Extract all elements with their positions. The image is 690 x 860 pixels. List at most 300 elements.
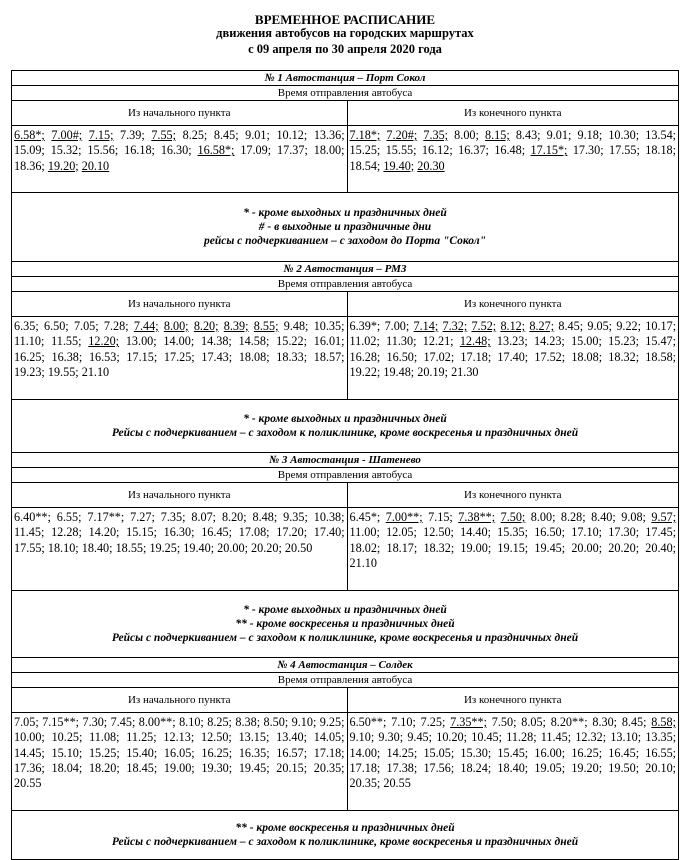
departure-time: 8.00; <box>163 319 189 333</box>
departure-time: 20.55 <box>383 776 411 791</box>
departure-time: 18.24; <box>460 760 492 775</box>
departure-time: 15.47; <box>645 334 677 349</box>
departure-time: 11.45; <box>540 730 572 745</box>
departure-time: 8.20; <box>193 319 219 333</box>
departure-time: 20.15; <box>276 760 308 775</box>
departure-time: 8.38; <box>235 715 261 729</box>
departure-time: 10.20; <box>436 730 468 745</box>
departure-time: 8.00**; <box>138 715 176 729</box>
departure-time: 19.00; <box>163 760 195 775</box>
departure-time: 17.36; <box>14 760 45 775</box>
document-subtitle: движения автобусов на городских маршрутах <box>216 26 474 40</box>
departure-time: 10.35; <box>313 319 345 333</box>
departure-time: 16.25; <box>14 349 45 364</box>
departure-time: 16.37; <box>458 143 489 158</box>
departure-time: 18.17; <box>386 540 418 555</box>
departure-time: 17.15; <box>126 349 158 364</box>
departure-time: 20.55 <box>14 776 42 791</box>
departure-time: 7.05; <box>14 715 39 729</box>
route-notes <box>12 193 679 262</box>
departure-time: 17.40; <box>313 525 345 540</box>
departure-time: 8.20**; <box>550 715 588 729</box>
departure-time: 17.18; <box>349 760 381 775</box>
departure-time: 7.05; <box>73 319 99 333</box>
departure-time: 9.05; <box>587 319 613 333</box>
departure-time: 19.05; <box>534 760 566 775</box>
departure-time: 9.10; <box>291 715 317 729</box>
departure-time: 8.00; <box>530 510 556 524</box>
departure-label: Время отправления автобуса <box>12 673 679 688</box>
departure-time: 7.28; <box>103 319 129 333</box>
departure-time: 7.44; <box>133 319 159 333</box>
departure-time: 19.48; <box>383 364 415 379</box>
times-row <box>12 126 679 193</box>
departure-time: 18.00; <box>313 143 345 158</box>
notes-row <box>12 400 679 453</box>
departure-time: 8.43; <box>515 128 541 142</box>
times-from-start <box>12 126 348 193</box>
departure-time: 8.28; <box>560 510 586 524</box>
departure-time: 8.58; <box>651 715 676 729</box>
departure-time: 8.25; <box>207 715 232 729</box>
times-row <box>12 713 679 811</box>
departure-label-row <box>12 277 679 292</box>
departure-time: 16.12; <box>421 143 453 158</box>
departure-time: 7.00; <box>384 319 410 333</box>
departure-time: 15.00; <box>571 334 602 349</box>
route-title: № 3 Автостанция - Шатенево <box>12 453 679 468</box>
departure-time: 17.55; <box>14 540 45 555</box>
departure-time: 6.55; <box>56 510 82 524</box>
note-line: рейсы с подчеркиванием – с заходом до Порта "Сокол" <box>203 235 487 247</box>
departure-time: 9.48; <box>283 319 309 333</box>
times-from-end <box>347 317 679 400</box>
departure-time: 8.40; <box>591 510 616 524</box>
departure-time: 18.55; <box>115 540 147 555</box>
departure-time: 21.10 <box>81 364 110 379</box>
departure-time: 20.40; <box>645 540 677 555</box>
departure-time: 10.00; <box>14 730 45 745</box>
departure-time: 21.30 <box>451 364 479 379</box>
departure-time: 7.27; <box>130 510 155 524</box>
departure-time: 17.45; <box>645 525 677 540</box>
departure-time: 17.10; <box>571 525 603 540</box>
departure-time: 17.18; <box>460 349 492 364</box>
departure-time: 16.48; <box>494 143 526 158</box>
departure-time: 16.45; <box>201 525 233 540</box>
from-start-label: Из начального пункта <box>12 292 348 317</box>
departure-time: 12.13; <box>163 730 195 745</box>
departure-time: 7.17**; <box>87 510 125 524</box>
departure-time: 15.09; <box>14 143 45 158</box>
times-row <box>12 317 679 400</box>
departure-time: 10.12; <box>276 128 308 142</box>
departure-time: 15.55; <box>385 143 417 158</box>
departure-time: 11.45; <box>14 525 45 540</box>
from-end-label: Из конечного пункта <box>347 292 679 317</box>
departure-time: 19.25; <box>149 540 181 555</box>
departure-time: 8.05; <box>521 715 546 729</box>
departure-time: 18.54; <box>349 158 381 173</box>
departure-time: 12.20; <box>88 334 120 349</box>
departure-time: 12.28; <box>51 525 82 540</box>
departure-time: 16.18; <box>124 143 155 158</box>
departure-time: 9.35; <box>283 510 308 524</box>
departure-time: 17.09; <box>240 143 272 158</box>
departure-time: 6.45*; <box>349 510 381 524</box>
departure-time: 19.00; <box>460 540 492 555</box>
departure-time: 15.45; <box>497 745 529 760</box>
departure-time: 7.18*; <box>349 128 381 142</box>
departure-time: 20.30 <box>417 158 445 173</box>
departure-time: 20.00; <box>217 540 248 555</box>
note-line: * - кроме выходных и праздничных дней <box>243 413 447 425</box>
departure-time: 15.25; <box>349 143 381 158</box>
departure-time: 12.32; <box>575 730 607 745</box>
departure-time: 16.45; <box>608 745 640 760</box>
departure-time: 9.45; <box>407 730 433 745</box>
departure-time: 7.25; <box>420 715 446 729</box>
departure-time: 15.23; <box>608 334 639 349</box>
departure-time: 9.10; <box>349 730 375 745</box>
departure-time: 16.30; <box>160 143 192 158</box>
departure-time: 18.10; <box>47 540 79 555</box>
departure-time: 6.50**; <box>349 715 387 729</box>
departure-label-row <box>12 86 679 101</box>
departure-time: 17.55; <box>609 143 640 158</box>
departure-time: 20.35; <box>349 776 381 791</box>
departure-time: 15.25; <box>88 745 120 760</box>
departure-time: 11.08; <box>89 730 120 745</box>
departure-time: 19.15; <box>497 540 529 555</box>
departure-time: 19.30; <box>201 760 233 775</box>
departure-time: 13.23; <box>496 334 528 349</box>
departure-time: 13.00; <box>125 334 157 349</box>
departure-time: 7.39; <box>120 128 145 142</box>
departure-time: 19.55; <box>47 364 79 379</box>
departure-time: 16.25; <box>571 745 603 760</box>
departure-time: 7.50; <box>491 715 517 729</box>
departure-time: 17.18; <box>313 745 345 760</box>
departure-time: 8.45; <box>213 128 239 142</box>
departure-time: 17.08; <box>238 525 270 540</box>
departure-time: 9.01; <box>245 128 270 142</box>
departure-time: 13.35; <box>645 730 677 745</box>
departure-time: 19.20; <box>571 760 603 775</box>
note-line: # - в выходные и праздничные дни <box>258 221 432 233</box>
departure-time: 15.15; <box>126 525 157 540</box>
route-header-row <box>12 658 679 673</box>
departure-time: 10.25; <box>51 730 83 745</box>
departure-time: 8.00; <box>454 128 479 142</box>
departure-time: 20.00; <box>571 540 603 555</box>
departure-time: 6.35; <box>14 319 39 333</box>
departure-time: 19.22; <box>349 364 381 379</box>
times-from-end <box>347 713 679 811</box>
departure-time: 8.27; <box>529 319 555 333</box>
departure-time: 7.15; <box>428 510 453 524</box>
route-notes <box>12 400 679 453</box>
departure-time: 18.32; <box>423 540 455 555</box>
departure-time: 16.28; <box>349 349 381 364</box>
departure-time: 15.40; <box>126 745 158 760</box>
departure-time: 13.36; <box>313 128 345 142</box>
departure-time: 20.35; <box>313 760 345 775</box>
departure-time: 7.00**; <box>385 510 423 524</box>
departure-time: 17.25; <box>163 349 195 364</box>
departure-time: 14.25; <box>386 745 418 760</box>
departure-time: 8.39; <box>223 319 249 333</box>
departure-time: 16.57; <box>276 745 308 760</box>
departure-time: 12.48; <box>459 334 491 349</box>
times-row <box>12 508 679 591</box>
departure-time: 17.30; <box>608 525 640 540</box>
departure-time: 19.50; <box>608 760 640 775</box>
departure-time: 7.10; <box>391 715 416 729</box>
departure-time: 8.25; <box>182 128 208 142</box>
departure-time: 16.50; <box>534 525 566 540</box>
schedule-table <box>11 70 679 860</box>
departure-time: 18.57; <box>313 349 345 364</box>
departure-time: 7.15**; <box>42 715 80 729</box>
departure-label: Время отправления автобуса <box>12 86 679 101</box>
notes-row <box>12 193 679 262</box>
note-line: Рейсы с подчеркиванием – с заходом к поликлинике, кроме воскресенья и праздничных дней <box>111 632 579 644</box>
departure-time: 17.43; <box>201 349 233 364</box>
departure-time: 16.38; <box>51 349 83 364</box>
departure-time: 12.50; <box>200 730 232 745</box>
direction-header-row <box>12 688 679 713</box>
departure-time: 11.55; <box>51 334 82 349</box>
departure-time: 7.52; <box>471 319 497 333</box>
departure-time: 11.28; <box>506 730 537 745</box>
departure-time: 9.18; <box>577 128 603 142</box>
departure-time: 8.10; <box>179 715 204 729</box>
departure-label-row <box>12 468 679 483</box>
departure-time: 16.35; <box>238 745 270 760</box>
direction-header-row <box>12 483 679 508</box>
departure-time: 18.18; <box>645 143 677 158</box>
notes-row <box>12 591 679 658</box>
departure-time: 15.22; <box>276 334 307 349</box>
departure-time: 8.45; <box>621 715 647 729</box>
note-line: Рейсы с подчеркиванием – с заходом к поликлинике, кроме воскресенья и праздничных дней <box>111 427 579 439</box>
route-header-row <box>12 71 679 86</box>
departure-time: 7.30; <box>82 715 108 729</box>
note-line: ** - кроме воскресенья и праздничных дней <box>235 822 455 834</box>
departure-time: 20.20; <box>608 540 640 555</box>
departure-time: 16.25; <box>201 745 233 760</box>
departure-time: 6.58*; <box>14 128 45 142</box>
departure-time: 19.40; <box>183 540 215 555</box>
route-title: № 4 Автостанция – Солдек <box>12 658 679 673</box>
from-end-label: Из конечного пункта <box>347 688 679 713</box>
departure-time: 14.20; <box>88 525 120 540</box>
departure-time: 15.30; <box>460 745 492 760</box>
departure-time: 8.30; <box>592 715 618 729</box>
departure-time: 17.20; <box>276 525 308 540</box>
document-title: ВРЕМЕННОЕ РАСПИСАНИЕ <box>254 12 436 27</box>
departure-time: 13.54; <box>645 128 677 142</box>
departure-time: 14.23; <box>533 334 565 349</box>
departure-time: 7.38**; <box>458 510 496 524</box>
departure-time: 20.10 <box>81 158 110 173</box>
route-header-row <box>12 453 679 468</box>
departure-time: 18.08; <box>571 349 603 364</box>
departure-time: 7.00#; <box>51 128 83 142</box>
departure-time: 18.08; <box>238 349 270 364</box>
departure-time: 18.58; <box>645 349 677 364</box>
notes-row <box>12 811 679 860</box>
departure-time: 14.00; <box>349 745 381 760</box>
departure-time: 14.05; <box>313 730 345 745</box>
from-start-label: Из начального пункта <box>12 101 348 126</box>
departure-time: 7.32; <box>442 319 468 333</box>
departure-time: 8.07; <box>191 510 217 524</box>
departure-time: 12.21; <box>422 334 454 349</box>
departure-time: 6.40**; <box>14 510 51 524</box>
route-title: № 1 Автостанция – Порт Сокол <box>12 71 679 86</box>
departure-time: 7.45; <box>110 715 136 729</box>
departure-time: 12.50; <box>423 525 454 540</box>
departure-time: 17.37; <box>277 143 308 158</box>
from-start-label: Из начального пункта <box>12 688 348 713</box>
departure-time: 20.50 <box>284 540 313 555</box>
departure-time: 19.45; <box>238 760 270 775</box>
note-line: * - кроме выходных и праздничных дней <box>243 604 447 616</box>
departure-time: 12.05; <box>386 525 417 540</box>
departure-time: 17.15*; <box>530 143 568 158</box>
departure-time: 13.10; <box>610 730 642 745</box>
departure-time: 8.50; <box>263 715 289 729</box>
departure-time: 8.48; <box>252 510 278 524</box>
departure-time: 13.15; <box>238 730 270 745</box>
departure-time: 18.20; <box>88 760 120 775</box>
departure-time: 11.10; <box>14 334 45 349</box>
departure-time: 14.38; <box>200 334 232 349</box>
note-line: Рейсы с подчеркиванием – с заходом к поликлинике, кроме воскресенья и праздничных дней <box>111 836 579 848</box>
departure-time: 17.38; <box>386 760 418 775</box>
departure-time: 10.38; <box>313 510 345 524</box>
departure-time: 8.15; <box>485 128 510 142</box>
departure-time: 19.45; <box>534 540 566 555</box>
times-from-start <box>12 713 348 811</box>
note-line: ** - кроме воскресенья и праздничных дней <box>235 618 455 630</box>
departure-time: 7.35; <box>423 128 449 142</box>
departure-time: 11.02; <box>349 334 380 349</box>
departure-time: 15.35; <box>497 525 528 540</box>
departure-time: 20.19; <box>417 364 449 379</box>
departure-time: 6.50; <box>43 319 69 333</box>
departure-time: 17.02; <box>423 349 455 364</box>
departure-time: 14.45; <box>14 745 45 760</box>
departure-time: 7.50; <box>500 510 526 524</box>
from-end-label: Из конечного пункта <box>347 483 679 508</box>
route-notes <box>12 591 679 658</box>
departure-time: 18.36; <box>14 158 45 173</box>
departure-time: 16.30; <box>163 525 195 540</box>
route-title: № 2 Автостанция – РМЗ <box>12 262 679 277</box>
departure-time: 21.10 <box>349 555 377 570</box>
note-line: * - кроме выходных и праздничных дней <box>243 207 447 219</box>
departure-time: 9.01; <box>546 128 572 142</box>
departure-time: 8.55; <box>253 319 279 333</box>
departure-time: 9.22; <box>616 319 642 333</box>
departure-time: 18.40; <box>81 540 113 555</box>
departure-time: 19.40; <box>383 158 415 173</box>
departure-time: 7.15; <box>88 128 114 142</box>
departure-time: 20.10; <box>645 760 677 775</box>
departure-time: 7.14; <box>413 319 439 333</box>
departure-label-row <box>12 673 679 688</box>
departure-time: 17.40; <box>497 349 529 364</box>
document-period: с 09 апреля по 30 апреля 2020 года <box>248 42 442 56</box>
departure-time: 9.08; <box>621 510 646 524</box>
departure-time: 18.40; <box>497 760 529 775</box>
departure-time: 16.05; <box>163 745 195 760</box>
direction-header-row <box>12 292 679 317</box>
departure-time: 19.23; <box>14 364 45 379</box>
departure-label: Время отправления автобуса <box>12 468 679 483</box>
departure-time: 14.58; <box>238 334 270 349</box>
departure-time: 7.35; <box>160 510 186 524</box>
departure-time: 7.55; <box>151 128 177 142</box>
departure-time: 18.45; <box>126 760 158 775</box>
departure-time: 20.20; <box>251 540 282 555</box>
departure-time: 15.56; <box>87 143 119 158</box>
departure-time: 11.25; <box>126 730 157 745</box>
departure-time: 14.40; <box>460 525 491 540</box>
times-from-end <box>347 126 679 193</box>
times-from-end <box>347 508 679 591</box>
departure-time: 18.33; <box>276 349 308 364</box>
departure-time: 17.52; <box>534 349 566 364</box>
times-from-start <box>12 317 348 400</box>
departure-time: 16.01; <box>313 334 345 349</box>
departure-time: 13.40; <box>276 730 307 745</box>
departure-time: 8.20; <box>221 510 247 524</box>
departure-time: 17.56; <box>423 760 455 775</box>
departure-time: 18.04; <box>51 760 83 775</box>
departure-time: 11.00; <box>349 525 380 540</box>
departure-time: 9.30; <box>378 730 404 745</box>
route-header-row <box>12 262 679 277</box>
departure-time: 15.10; <box>51 745 83 760</box>
departure-time: 10.30; <box>608 128 640 142</box>
times-from-start <box>12 508 348 591</box>
departure-time: 16.00; <box>534 745 566 760</box>
departure-time: 16.58*; <box>197 143 235 158</box>
departure-time: 18.02; <box>349 540 381 555</box>
departure-time: 9.57; <box>651 510 677 524</box>
departure-time: 7.35**; <box>450 715 487 729</box>
departure-time: 6.39*; <box>349 319 381 333</box>
departure-time: 8.12; <box>500 319 526 333</box>
departure-time: 19.20; <box>47 158 79 173</box>
departure-time: 14.00; <box>163 334 195 349</box>
departure-time: 16.55; <box>645 745 677 760</box>
route-notes <box>12 811 679 860</box>
from-end-label: Из конечного пункта <box>347 101 679 126</box>
departure-time: 15.32; <box>50 143 82 158</box>
departure-time: 10.45; <box>471 730 503 745</box>
departure-time: 11.30; <box>386 334 417 349</box>
departure-time: 7.20#; <box>386 128 418 142</box>
departure-time: 10.17; <box>645 319 677 333</box>
departure-time: 8.45; <box>558 319 584 333</box>
departure-label: Время отправления автобуса <box>12 277 679 292</box>
departure-time: 18.32; <box>608 349 640 364</box>
